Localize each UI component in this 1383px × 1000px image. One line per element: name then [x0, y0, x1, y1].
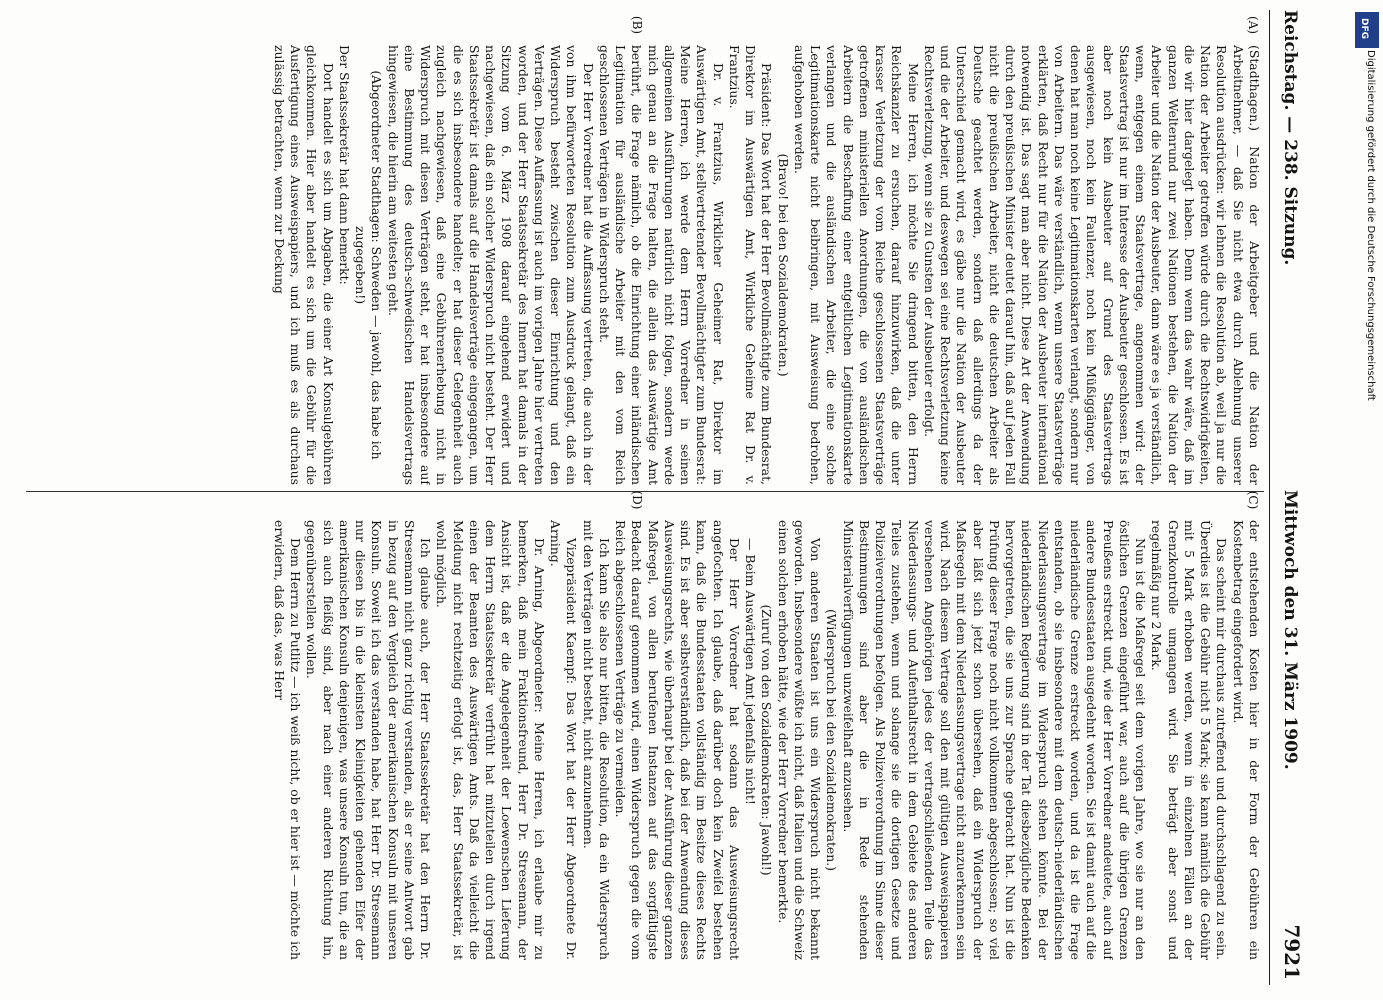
header-rule: [1269, 10, 1270, 985]
interjection: (Zuruf von den Sozialdemokraten: Jawohl!): [759, 604, 775, 876]
credit-text: Digitalisierung gefördert durch die Deutsche Forschungsgemeinschaft: [1365, 50, 1376, 401]
paragraph: Dr. Arning, Abgeordneter: Meine Herren, ich erlaube mir zu bemerken, daß mein Fraktionsfreund, Herr Dr. Stresemann, der Ansicht ist, daß er die Angelegenheit der Loewenschen Lieferung dem Herrn Staatssekretär verfrüht hat mitzuteilen durch irgend einen der Beamten des Auswärtigen Amts. Daß da vielleicht die Meldung nicht rechtzeitig erfolgt ist, das, Herr Staatssekretär, ist wohl möglich.: [434, 520, 547, 960]
header-date: Mittwoch den 31. März 1909.: [1280, 490, 1300, 770]
paragraph: Dem Herrn zu Putlitz — ich weiß nicht, ob er hier ist — möchte ich erwidern, daß das, was Herr: [272, 520, 304, 960]
paragraph: Von anderen Staaten ist uns ein Widerspruch nicht bekannt geworden. Insbesondere wüßte ich nicht, daß Italien und die Schweiz einen solchen erhoben hätte, wie der Herr Vorredner bemerkte.: [775, 520, 824, 960]
paragraph: Ich kann Sie also nur bitten, die Resolution, da ein Widerspruch mit den Verträgen nicht besteht, nicht anzunehmen.: [580, 520, 612, 960]
header-session: Reichstag. — 238. Sitzung.: [1280, 10, 1300, 266]
right-column: [27, 520, 1262, 960]
paragraph: Präsident: Das Wort hat der Herr Bevollmächtigte zum Bundesrat, Direktor im Auswärtigen Amt, Wirkliche Geheime Rat Dr. v. Frantzius.: [727, 45, 775, 485]
margin-marker-a: (A): [1246, 15, 1260, 35]
margin-marker-d: (D): [630, 490, 644, 510]
paragraph: Nun ist die Maßregel seit dem vorigen Jahre, wo sie nur an den östlichen Grenzen eingeführt war, auch auf die übrigen Grenzen Preußens erstreckt und, wie der Herr Vorredner andeutete, auch auf andere Bundesstaaten ausgedehnt worden. Sie ist damit auch auf die niederländische Grenze erstreckt worden, und da ist die Frage entstanden, ob sie insbesondere mit dem deutsch-niederländischen Niederlassungsvertrage im Widerspruch stehen könnte. Bei der niederländischen Regierung sind in der Tat diesbezügliche Bedenken hervorgetreten, die sie uns zur Sprache gebracht hat. Nun ist die Prüfung dieser Frage noch nicht vollkommen abgeschlossen; so viel aber läßt sich jetzt schon übersehen, daß ein Widerspruch der Maßregeln mit dem Niederlassungsvertrage nicht anzuerkennen sein wird. Nach diesem Vertrage soll den mit gültigen Ausweispapieren versehenen Angehörigen jedes der vertragschließenden Teile das Niederlassungs- und Aufenthaltsrecht in dem Gebiete des anderen Teiles zustehen, wenn und solange sie die dortigen Gesetze und Polizeiverordnungen befolgen. Als Polizeiverordnung im Sinne dieser Bestimmungen sind aber die in Rede stehenden Ministerialverfügungen unzweifelhaft anzusehen.: [840, 520, 1149, 960]
dfg-logo-text: DFG: [1359, 18, 1369, 40]
paragraph: Der Staatssekretär hat dann bemerkt:: [337, 45, 352, 285]
digitization-credit: [1352, 10, 1382, 990]
paragraph: Dr. v. Frantzius, Wirklicher Geheimer Rat, Direktor im Auswärtigen Amt, stellvertretender Bevollmächtigter zum Bundesrat: Meine Herren, ich werde dem Herrn Vorredner in seinen allgemeinen Ausführungen natürlich nicht folgen, sondern werde mich genau an die Frage halten, die allein das Auswärtige Amt berührt, die Frage nämlich, ob die Einrichtung einer inländischen Legitimation für ausländische Arbeiter mit den vom Reich geschlossenen Verträgen in Widerspruch steht.: [597, 45, 726, 485]
interjection: (Widerspruch bei den Sozialdemokraten.): [824, 608, 840, 872]
paragraph: der entstehenden Kosten hier in der Form der Gebühren ein Kostenbetrag eingefordert wird.: [1230, 520, 1262, 960]
paragraph: Meine Herren, ich möchte Sie dringend bitten, den Herrn Reichskanzler zu ersuchen, darauf hinzuwirken, daß die unter krasser Verletzung der vom Reiche geschlossenen Staatsverträge getroffenen ministeriellen Anordnungen, die von ausländischen Arbeitern die Beschaffung einer entgeltlichen Legitimationskarte verlangen und die ausländischen Arbeiter, die eine solche Legitimationskarte nicht beibringen, mit Ausweisung bedrohen, aufgehoben werden.: [792, 45, 921, 485]
margin-marker-c: (C): [1246, 490, 1260, 510]
dfg-logo: [1355, 12, 1379, 48]
interjection: (Abgeordneter Stadthagen: Schweden — jawohl, das habe ich zugegeben!): [353, 70, 385, 460]
paragraph: Das scheint mir durchaus zutreffend und durchschlagend zu sein. Überdies ist die Gebühr nicht 5 Mark; sie kann nämlich die Gebühr mit 5 Mark erhoben werden, wenn in einzelnen Fällen an der Grenzkontrolle umgangen wird. Sie beträgt aber sonst und regelmäßig nur 2 Mark.: [1149, 520, 1230, 960]
interjection: (Bravo! bei den Sozialdemokraten.): [775, 153, 791, 377]
page-header: [1276, 10, 1304, 980]
paragraph: Dort handelt es sich um Abgaben, die einer Art Konsulgebühren gleichkommen. Hier aber handelt es sich um die Gebühr für die Ausfertigung eines Ausweispapiers, und ich muß es als durchaus zulässig betrachten, wenn zur Deckung: [272, 45, 336, 485]
paragraph: Vizepräsident Kaempf: Das Wort hat der Herr Abgeordnete Dr. Arning.: [548, 520, 580, 960]
paragraph: Ich glaube auch, der Herr Staatssekretär hat den Herrn Dr. Stresemann nicht ganz richtig verstanden, als er seine Antwort gab in bezug auf den Vergleich der amerikanischen Konsuln mit unseren Konsuln. Soweit ich das verstanden habe, hat Herr Dr. Stresemann nur diesen bis in die kleinsten Kleinigkeiten gehenden Eifer der amerikanischen Konsuln denjenigen, was unsere Konsuln tun, die an sich auch fleißig sind, aber nach einer anderen Richtung hin, gegenüberstellen wollen.: [304, 520, 434, 960]
paragraph: (Stadthagen.) Nation der Arbeitgeber und die Nation der Arbeitnehmer, — daß Sie nicht etwa durch Ablehnung unserer Resolution ausdrücken: wir lehnen die Resolution ab, weil ja nur die Nation der Arbeiter getroffen würde durch die Rechtswidrigkeiten, die wir hier dargelegt haben. Denn wenn das wahr wäre, daß im ganzen Weltenrund nur zwei Nationen bestehen, die Nation der Arbeiter und die Nation der Ausbeuter, dann wäre es ja verständlich, wenn, entgegen einem Staatsvertrage, angenommen wird: der Staatsvertrag ist nur im Interesse der Ausbeuter geschlossen. Es ist aber noch kein Ausbeuter auf Grund des Staatsvertrags ausgewiesen, noch kein Faulenzer, noch kein Müßiggänger, von denen hat man noch keine Legitimationskarten verlangt, sondern nur von Arbeitern. Das wäre verständlich, wenn unsere Staatsverträge erklärten, daß Recht nur für die Nation der Ausbeuter international notwendig ist. Das sagt man aber nicht. Diese Art der Anwendung durch den preußischen Minister deutet darauf hin, daß auf jeden Fall nicht die preußischen Arbeiter, nicht die deutschen Arbeiter als Deutsche geachtet werden, sondern daß allerdings da der Unterschied gemacht wird, es gäbe nur die Nation der Ausbeuter und die der Arbeiter, und deswegen sei eine Rechtsverletzung keine Rechtsverletzung, wenn sie zu Gunsten der Ausbeuter erfolgt.: [922, 45, 1262, 485]
page-number: 7921: [1280, 924, 1304, 980]
paragraph: Der Herr Vorredner hat sodann das Ausweisungsrecht angefochten. Ich glaube, daß darüber doch kein Zweifel bestehen kann, daß die Bundesstaaten vollständig im Besitze dieses Rechts sind. Es ist aber selbstverständlich, daß bei der Anwendung dieses Ausweisungsrechts, wie überhaupt bei der Ausführung dieser ganzen Maßregel, von allen berufenen Instanzen auf das sorgfältigste Bedacht darauf genommen wird, einen Widerspruch gegen die vom Reich abgeschlossenen Verträge zu vermeiden.: [613, 520, 742, 960]
column-divider: [26, 491, 1264, 492]
margin-marker-b: (B): [630, 15, 644, 35]
paragraph: — Beim Auswärtigen Amt jedenfalls nicht!: [743, 538, 759, 805]
left-column: [27, 45, 1262, 485]
paragraph: Der Herr Vorredner hat die Auffassung vertreten, die auch in der von ihm befürworteten Resolution zum Ausdruck gelangt, daß ein Widerspruch besteht zwischen dieser Einrichtung und den Verträgen. Diese Auffassung ist auch im vorigen Jahre hier vertreten worden, und der Herr Staatssekretär des Innern hat damals in der Sitzung vom 6. März 1908 darauf eingehend erwidert und nachgewiesen, daß ein solcher Widerspruch nicht besteht. Der Herr Staatssekretär ist damals auf die Handelsverträge eingegangen, um die es sich insbesondere handelte; er hat dieser Gelegenheit auch zugleich nachgewiesen, daß eine Gebührenerhebung nicht in Widerspruch mit diesen Verträgen steht, er hat insbesondere auf eine Bestimmung des deutsch-schwedischen Handelsvertrags hingewiesen, die hierin am weitesten geht.: [385, 45, 596, 485]
